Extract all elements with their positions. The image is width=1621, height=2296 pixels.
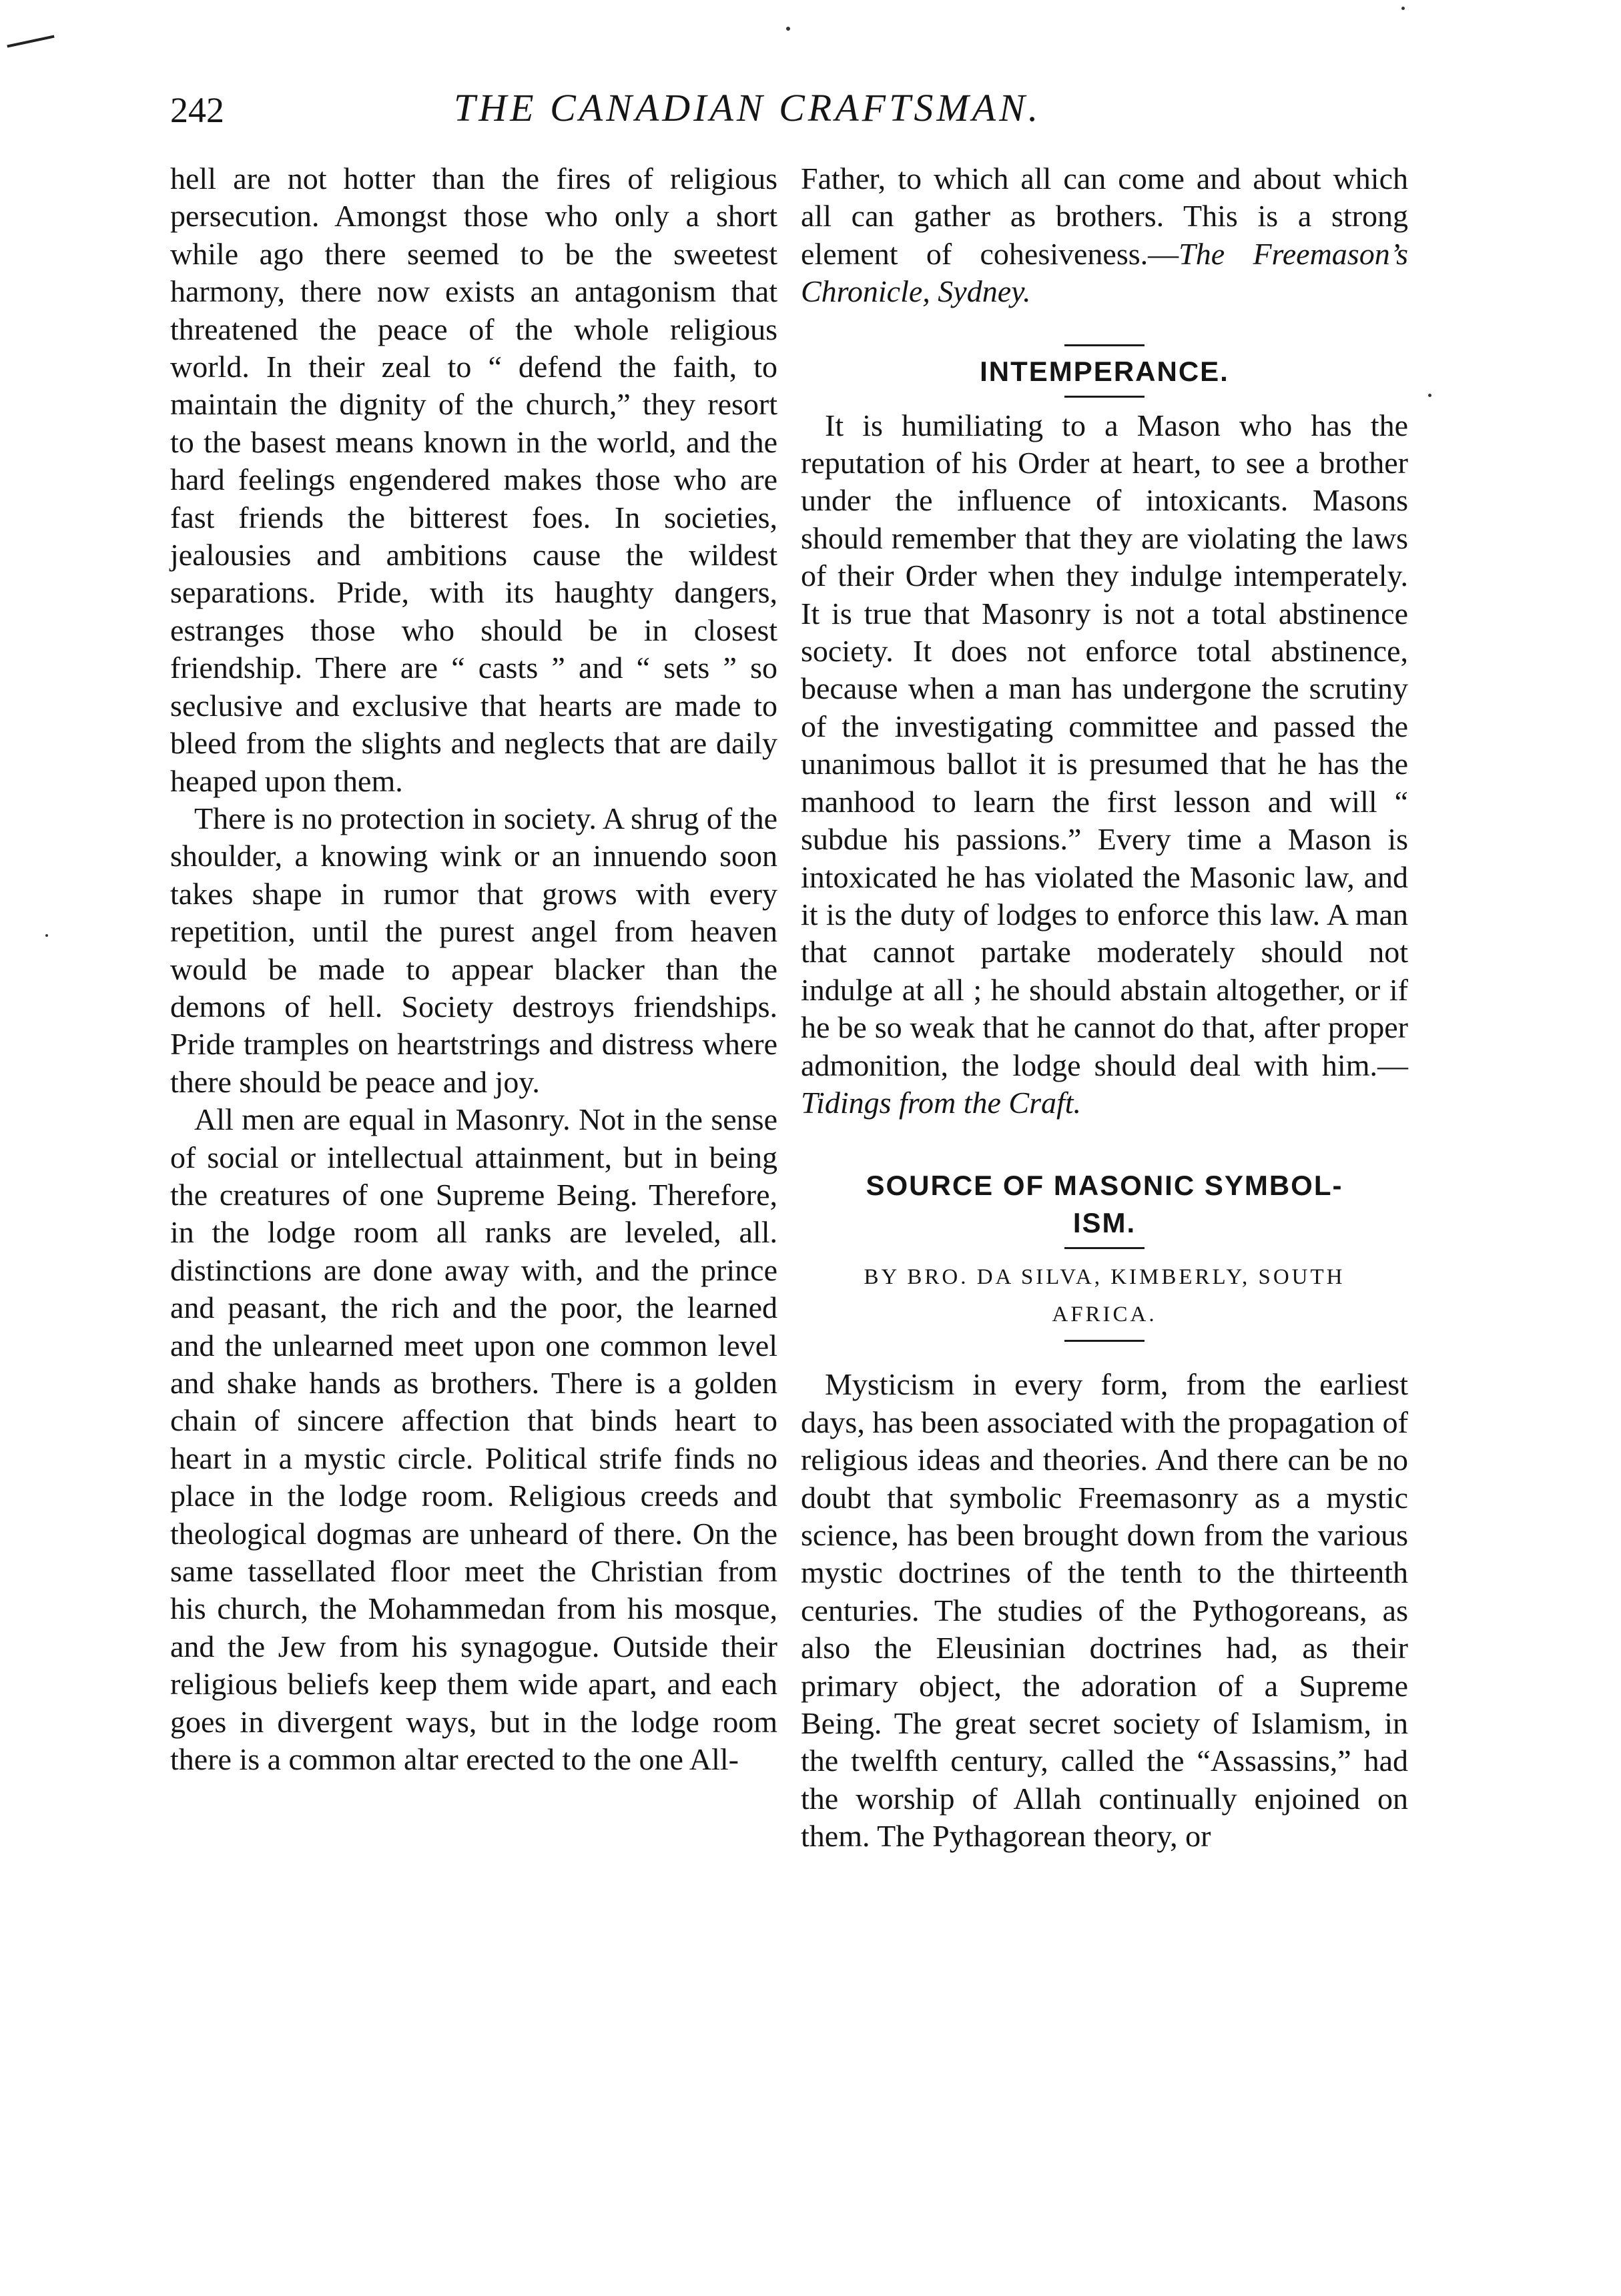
byline-line: AFRICA.	[1052, 1302, 1157, 1327]
article-paragraph: There is no protection in society. A shrug of the shoulder, a knowing wink or an innuendo soon takes shape in rumor that grows with every repetition, until the purest angel from heaven would be made to appear blacker than the demons of hell. Society destroys friendships. Pride tramples on heartstrings and distress where there should be peace and joy.	[170, 801, 777, 1099]
dust-speck	[1401, 7, 1405, 10]
byline-line: BY BRO. DA SILVA, KIMBERLY, SOUTH	[864, 1265, 1345, 1290]
heading-line: SOURCE OF MASONIC SYMBOL-	[866, 1170, 1343, 1202]
continued-text: Father, to which all can come and about which all can gather as brothers. This is a strong element of cohesiveness.—	[801, 161, 1408, 271]
symbolism-paragraph: Mysticism in every form, from the earliest days, has been associated with the propagation of religious ideas and theories. And there can be no doubt that symbolic Freemasonry as a mystic science, has been brought down from the various mystic doctrines of the tenth to the thirteenth centuries. The studies of the Pythogoreans, as also the Eleusinian doctrines had, as their primary object, the adoration of a Supreme Being. The great secret society of Islamism, in the twelfth century, called the “Assassins,” had the worship of Allah continually enjoined on them. The Pythagorean theory, or	[801, 1367, 1408, 1854]
page-header	[157, 79, 1225, 143]
margin-scratch-mark	[7, 35, 54, 48]
page-number: 242	[170, 90, 224, 130]
dust-speck	[1428, 394, 1431, 397]
source-citation: The Freemason’s Chronicle, Sydney.	[801, 236, 1408, 309]
continued-paragraph	[801, 160, 1408, 311]
article-paragraph: All men are equal in Masonry. Not in the sense of social or intellectual attainment, but in being the creatures of one Supreme Being. Therefore, in the lodge room all ranks are leveled, all. distinctions are done away with, and the prince and peasant, the rich and the poor, the learned and the unlearned meet upon one common level and shake hands as brothers. There is a golden chain of sincere affection that binds heart to heart in a mystic circle. Political strife finds no place in the lodge room. Religious creeds and theological dogmas are unheard of there. On the same tassellated floor meet the Christian from his church, the Mohammedan from his mosque, and the Jew from his synagogue. Outside their religious beliefs keep them wide apart, and each goes in divergent ways, but in the lodge room there is a common altar erected to the one All-	[170, 1102, 777, 1777]
author-byline	[801, 1258, 1408, 1333]
intemperance-text: It is humiliating to a Mason who has the reputation of his Order at heart, to see a brother under the influence of intoxicants. Masons should remember that they are violating the laws of their Order when they indulge intemperately. It is true that Masonry is not a total abstinence society. It does not enforce total abstinence, because when a man has undergone the scrutiny of the investigating committee and passed the unanimous ballot it is presumed that he has the manhood to learn the first lesson and will “ subdue his passions.” Every time a Mason is intoxicated he has violated the Masonic law, and it is the duty of lodges to enforce this law. A man that cannot partake moderately should not indulge at all ; he should abstain altogether, or if he be so weak that he cannot do that, after proper admonition, the lodge should deal with him.—	[801, 408, 1408, 1082]
article-paragraph: hell are not hotter than the fires of religious persecution. Amongst those who only a short while ago there seemed to be the sweetest harmony, there now exists an antagonism that threatened the peace of the whole religious world. In their zeal to “ defend the faith, to maintain the dignity of the church,” they resort to the basest means known in the world, and the hard feelings engendered makes those who are fast friends the bitterest foes. In societies, jealousies and ambitions cause the wildest separations. Pride, with its haughty dangers, estranges those who should be in closest friendship. There are “ casts ” and “ sets ” so seclusive and exclusive that hearts are made to bleed from the slights and neglects that are daily heaped upon them.	[170, 161, 777, 798]
left-column	[170, 160, 777, 1778]
heading-line: ISM.	[1072, 1207, 1137, 1239]
dust-speck	[45, 934, 48, 937]
source-citation: Tidings from the Craft.	[801, 1085, 1082, 1120]
right-column	[801, 160, 1408, 1856]
section-heading-symbolism	[801, 1167, 1408, 1242]
intemperance-paragraph	[801, 407, 1408, 1122]
dust-speck	[786, 27, 790, 31]
running-title: THE CANADIAN CRAFTSMAN.	[454, 86, 1042, 129]
section-heading-intemperance: INTEMPERANCE.	[980, 355, 1229, 387]
